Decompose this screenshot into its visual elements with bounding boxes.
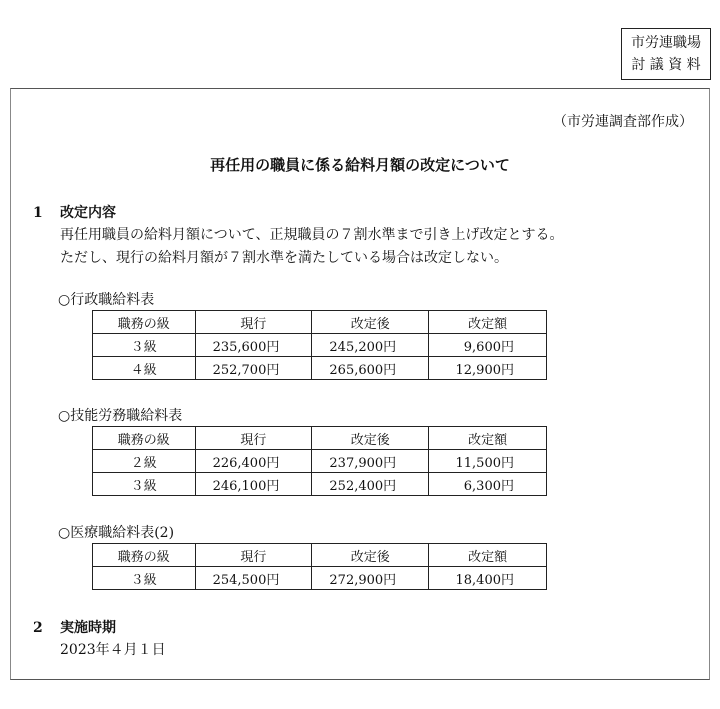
- salary-table-technical-labor: [92, 426, 547, 496]
- cell-diff: 12,900円: [429, 357, 547, 380]
- section-2-title: 実施時期: [60, 620, 116, 636]
- header-grade: 職務の級: [93, 544, 196, 567]
- header-current: 現行: [195, 544, 312, 567]
- discussion-material-stamp: [621, 28, 711, 80]
- header-grade: 職務の級: [93, 311, 196, 334]
- cell-diff: 9,600円: [429, 334, 547, 357]
- table-header-row: [93, 311, 547, 334]
- document-title: 再任用の職員に係る給料月額の改定について: [210, 156, 510, 174]
- cell-grade: ４級: [93, 357, 196, 380]
- table-2-label: ○技能労務職給料表: [58, 408, 183, 424]
- header-grade: 職務の級: [93, 427, 196, 450]
- table-row: [93, 357, 547, 380]
- table-1-label: ○行政職給料表: [58, 292, 155, 308]
- header-revised: 改定後: [312, 544, 429, 567]
- cell-revised: 265,600円: [312, 357, 429, 380]
- header-diff: 改定額: [429, 544, 547, 567]
- cell-current: 235,600円: [195, 334, 312, 357]
- cell-revised: 252,400円: [312, 473, 429, 496]
- header-current: 現行: [195, 311, 312, 334]
- section-2-number: 2: [33, 620, 43, 636]
- stamp-line-1: 市労連職場: [631, 35, 701, 51]
- cell-grade: ３級: [93, 334, 196, 357]
- header-revised: 改定後: [312, 311, 429, 334]
- document-frame: [10, 88, 710, 680]
- cell-revised: 272,900円: [312, 567, 429, 590]
- salary-table-medical: [92, 543, 547, 590]
- table-row: [93, 567, 547, 590]
- cell-current: 254,500円: [195, 567, 312, 590]
- salary-table-administrative: [92, 310, 547, 380]
- section-1-title: 改定内容: [60, 205, 116, 221]
- table-header-row: [93, 427, 547, 450]
- cell-revised: 245,200円: [312, 334, 429, 357]
- table-row: [93, 450, 547, 473]
- header-diff: 改定額: [429, 427, 547, 450]
- cell-diff: 18,400円: [429, 567, 547, 590]
- section-1-line-2: ただし、現行の給料月額が７割水準を満たしている場合は改定しない。: [60, 250, 508, 266]
- cell-current: 226,400円: [195, 450, 312, 473]
- section-2-heading: [33, 617, 116, 637]
- cell-grade: ２級: [93, 450, 196, 473]
- implementation-date: 2023年４月１日: [60, 642, 166, 658]
- section-1-line-1: 再任用職員の給料月額について、正規職員の７割水準まで引き上げ改定とする。: [60, 227, 564, 243]
- table-3-label: ○医療職給料表(2): [58, 525, 175, 541]
- table-row: [93, 473, 547, 496]
- cell-diff: 6,300円: [429, 473, 547, 496]
- author-note: （市労連調査部作成）: [553, 114, 693, 130]
- header-diff: 改定額: [429, 311, 547, 334]
- cell-grade: ３級: [93, 473, 196, 496]
- cell-grade: ３級: [93, 567, 196, 590]
- cell-current: 246,100円: [195, 473, 312, 496]
- cell-diff: 11,500円: [429, 450, 547, 473]
- header-current: 現行: [195, 427, 312, 450]
- table-row: [93, 334, 547, 357]
- header-revised: 改定後: [312, 427, 429, 450]
- stamp-line-2: 討 議 資 料: [631, 57, 701, 73]
- section-1-heading: [33, 202, 116, 222]
- cell-revised: 237,900円: [312, 450, 429, 473]
- section-1-number: 1: [33, 205, 43, 221]
- table-header-row: [93, 544, 547, 567]
- cell-current: 252,700円: [195, 357, 312, 380]
